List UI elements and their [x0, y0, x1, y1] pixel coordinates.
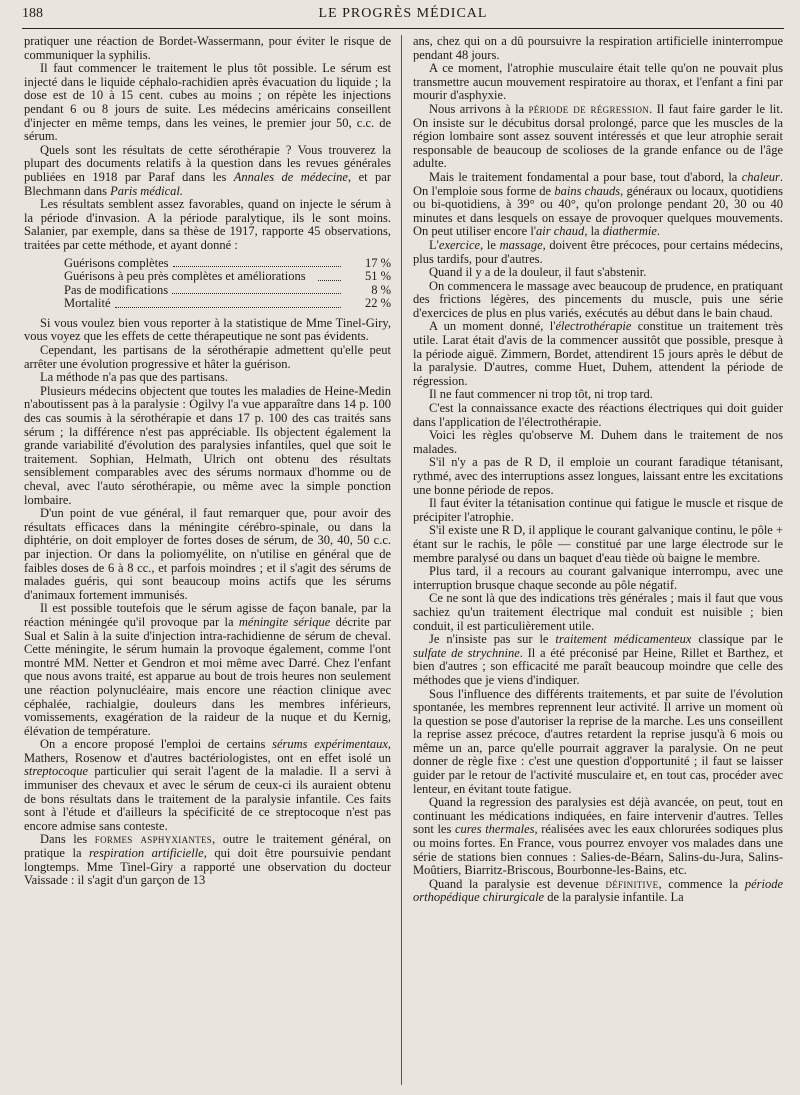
paragraph: Je n'insiste pas sur le traitement médicamenteux classique par le sulfate de strychnine. Il a été préconisé par Heine, Rillet et Barthez, et bien d'autres ; son efficacité me paraît beaucoup moindre que celle des méthodes que je viens d'indiquer. [413, 632, 783, 687]
paragraph: Nous arrivons à la période de régression. Il faut faire garder le lit. On insiste sur le décubitus dorsal prolongé, parce que les muscles de la région lombaire sont assez souvent intéressés et que leur atrophie serait responsable de beaucoup de scolioses de la grande enfance ou de l'âge adulte. [413, 101, 783, 171]
paragraph: On a encore proposé l'emploi de certains sérums expérimentaux, Mathers, Rosenow et d'autres bactériologistes, ont en effet isolé un streptocoque particulier qui serait l'agent de la maladie. Il a servi à immuniser des chevaux et avec le sérum de ceux-ci ils auraient obtenu de bons résultats dans le traitement de la paralysie infantile. Ces faits sont à l'étude et d'ailleurs la spécificité de ce streptocoque n'est pas encore admise sans conteste. [24, 737, 391, 833]
results-table [64, 257, 391, 311]
paragraph: Quand il y a de la douleur, il faut s'abstenir. [429, 265, 647, 280]
column-divider [401, 35, 402, 1085]
results-row: Pas de modifications 8 % [64, 282, 391, 297]
paragraph: Dans les formes asphyxiantes, outre le traitement général, on pratique la respiration artificielle, qui doit être poursuivie pendant longtemps. Mme Tinel-Giry a rapporté une observation du docteur Vaissade : il s'agit d'un garçon de 13 [24, 832, 392, 888]
paragraph: S'il existe une R D, il applique le courant galvanique continu, le pôle + étant sur le rachis, le pôle — constitué par une large électrode sur le membre paralysé ou dans un baquet d'eau tiède où baigne le membre. [413, 523, 784, 565]
paragraph: L'exercice, le massage, doivent être précoces, pour certains médecins, plus tardifs, pour d'autres. [413, 237, 783, 266]
paragraph: C'est la connaissance exacte des réactions électriques qui doit guider dans l'application de l'électrothérapie. [413, 401, 783, 429]
paragraph: S'il n'y a pas de R D, il emploie un courant faradique tétanisant, rythmé, avec des interruptions assez longues, laissant entre les excitations une bonne période de repos. [413, 455, 783, 497]
paragraph: pratiquer une réaction de Bordet-Wassermann, pour éviter le risque de communiquer la syphilis. [24, 34, 391, 62]
paragraph: Quand la paralysie est devenue définitive, commence la période orthopédique chirurgicale de la paralysie infantile. La [413, 876, 783, 905]
paragraph: On commencera le massage avec beaucoup de prudence, en pratiquant des frictions légères, des pincements du muscle, puis une série d'exercices de plus en plus variés, exécutés au début dans le bain chaud. [413, 278, 783, 320]
journal-title: LE PROGRÈS MÉDICAL [318, 6, 488, 21]
paragraph: A un moment donné, l'électrothérapie constitue un traitement très utile. Larat était d'avis de la commencer aussitôt que possible, presque à la période aiguë. Zimmern, Bordet, attendirent 15 jours après le début de la paralysie. D'autres, comme Huet, Duhem, attendent la période de régression. [413, 319, 783, 388]
paragraph: ans, chez qui on a dû poursuivre la respiration artificielle ininterrompue pendant 48 jours. [413, 34, 783, 62]
paragraph: Plusieurs médecins objectent que toutes les maladies de Heine-Medin n'aboutissent pas à la paralysie : Ogilvy l'a vue apparaître dans 14 p. 100 des cas soumis à la sérothérapie et dans 17 p. 100 des cas traités sans sérum ; la différence n'est pas appréciable. Ils objectent également la grande variabilité d'évolution des paralysies infantiles, quel que soit le traitement. Sophian, Helmath, Ulrich ont obtenu des résultats sensiblement comparables avec des sérums normaux d'homme ou de cheval, avec l'auto sérothérapie, ou même avec la simple ponction lombaire. [24, 383, 391, 507]
paragraph: Ce ne sont là que des indications très générales ; mais il faut que vous sachiez qu'un traitement électrique mal conduit est nuisible ; bien conduit, il est particulièrement utile. [413, 591, 783, 633]
page-number: 188 [22, 6, 43, 21]
paragraph: A ce moment, l'atrophie musculaire était telle qu'on ne pouvait plus transmettre aucun mouvement respiratoire au thorax, et l'enfant a fini par mourir d'asphyxie. [413, 61, 783, 103]
right-column [413, 35, 783, 905]
paragraph: Il ne faut commencer ni trop tôt, ni trop tard. [429, 387, 653, 402]
paragraph: Cependant, les partisans de la sérothérapie admettent qu'elle peut arrêter une évolution progressive et hâter la guérison. [24, 343, 391, 371]
left-column [24, 35, 391, 888]
paragraph: Il faut éviter la tétanisation continue qui fatigue le muscle et risque de précipiter l'atrophie. [413, 496, 783, 524]
page-header [22, 6, 784, 28]
paragraph: Quand la regression des paralysies est déjà avancée, on peut, tout en continuant les médications indiquées, en faire intervenir d'autres. Telles sont les cures thermales, réalisées avec les eaux chlorurées sodiques plus ou moins fortes. En France, vous pourrez envoyer vos malades dans une série de stations bien connues : Salies-de-Béarn, Salins-du-Jura, Salins-Moûtiers, Biarritz-Briscous, Bourbonne-les-Bains, etc. [413, 795, 783, 878]
paragraph: Voici les règles qu'observe M. Duhem dans le traitement de nos malades. [413, 428, 783, 456]
paragraph: D'un point de vue général, il faut remarquer que, pour avoir des résultats efficaces dans la méningite cérébro-spinale, ou dans la diphtérie, on doit employer de fortes doses de sérum, de 30, 40, 50 c.c. par injection. Or dans la poliomyélite, on n'utilise en général que de faibles doses de 6 à 8 cc., et parfois moindres ; et il s'agit des sérums de malades guéris, qui sont beaucoup moins actifs que les sérums d'animaux fortement immunisés. [24, 506, 391, 602]
paragraph: Il faut commencer le traitement le plus tôt possible. Le sérum est injecté dans le liquide céphalo-rachidien après évacuation du liquide ; la dose est de 10 à 15 cent. cubes au moins ; on répète les injections pendant 6 ou 8 jours de suite. Les médecins américains conseillent d'injecter en même temps, dans les veines, le premier jour 50, c.c. de sérum. [24, 61, 391, 144]
results-row: Guérisons complètes 17 % [64, 255, 391, 270]
results-row: Guérisons à peu près complètes et améliorations 51 % [64, 269, 391, 284]
paragraph: Les résultats semblent assez favorables, quand on injecte le sérum à la période d'invasion. A la période paralytique, ils le sont moins. Salanier, par exemple, dans sa thèse de 1917, rapporte 45 observations, traitées par cette méthode, et ayant donné : [24, 197, 391, 252]
results-row: Mortalité 22 % [64, 296, 391, 311]
paragraph: Si vous voulez bien vous reporter à la statistique de Mme Tinel-Giry, vous voyez que les effets de cette thérapeutique ne sont pas évidents. [24, 315, 391, 344]
paragraph: Il est possible toutefois que le sérum agisse de façon banale, par la réaction méningée qu'il provoque par la méningite sérique décrite par Sual et Salin à la suite d'injection intra-rachidienne de sérum de cheval. Cette méningite, le sérum humain la provoque également, comme l'ont montré MM. Netter et Gendron et moi même avec Darré. Chez l'enfant que nous avons traité, est apparue au bout de trois heures non seulement une réaction polynucléaire, mais encore une réaction clinique avec céphalée, rachialgie, douleurs dans les membres inférieurs, vomissements, exagération de la raideur de la nuque et du Kernig, élévation de température. [24, 601, 392, 738]
paragraph: Quels sont les résultats de cette sérothérapie ? Vous trouverez la plupart des documents relatifs à la question dans les revues générales publiées en 1918 par Paraf dans les Annales de médecine, et par Blechmann dans Paris médical. [24, 142, 392, 198]
header-rule [22, 28, 784, 29]
paragraph: Plus tard, il a recours au courant galvanique interrompu, avec une interruption brusque chaque seconde au pôle négatif. [413, 564, 783, 592]
paragraph: La méthode n'a pas que des partisans. [40, 370, 228, 385]
paragraph: Sous l'influence des différents traitements, et par suite de l'évolution spontanée, les membres reprennent leur activité. Il arrive un moment où la question se pose d'autoriser la reprise de la marche. Les uns conseillent la reprise assez précoce, d'autres retardent la reprise jusqu'à 6 mois ou même un an, parce qu'elle pourrait aggraver la paralysie. On ne peut donner de règle fixe : c'est une question d'opportunité ; il faut se laisser guider par le retour de l'activité musculaire et, en tout cas, procéder avec lenteur, en évitant toute fatigue. [413, 686, 783, 796]
paragraph: Mais le traitement fondamental a pour base, tout d'abord, la chaleur. On l'emploie sous forme de bains chauds, généraux ou locaux, quotidiens ou bi-quotidiens, à 39° ou 40°, qu'on prolonge pendant 20, 30 ou 40 minutes et dans lesquels on essaye de provoquer quelques mouvements. On peut utiliser encore l'air chaud, la diathermie. [413, 169, 784, 239]
